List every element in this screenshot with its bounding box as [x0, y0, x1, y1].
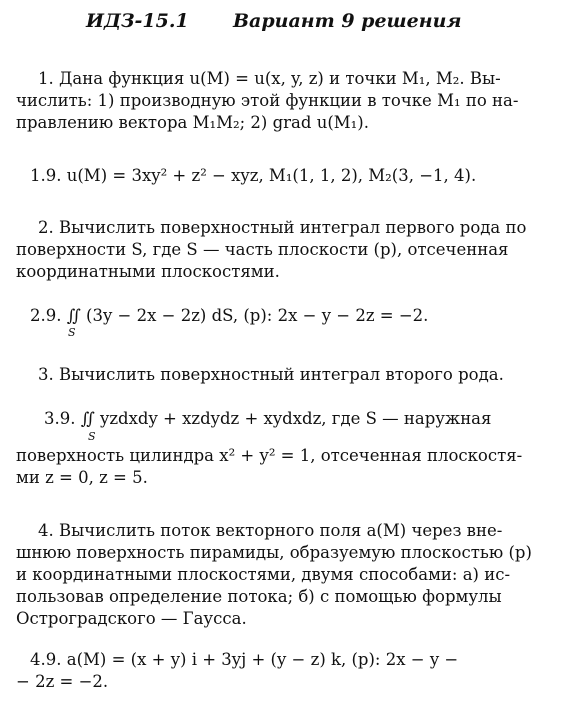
- task3-line: 3. Вычислить поверхностный интеграл второго рода.: [38, 365, 504, 384]
- task3-variant-line2: поверхность цилиндра x² + y² = 1, отсеченная плоскостя-: [16, 446, 523, 465]
- task1-line: правлению вектора M₁M₂; 2) grad u(M₁).: [16, 113, 369, 132]
- task3-integral-subscript: S: [88, 430, 96, 443]
- task2-statement: [16, 217, 546, 283]
- task2-integral-subscript: S: [68, 326, 76, 339]
- task4-line: Остроградского — Гаусса.: [16, 609, 247, 628]
- task2-variant: 2.9. ∬ (3y − 2x − 2z) dS, (p): 2x − y − 2z = −2.: [30, 306, 429, 325]
- task1-statement: [16, 68, 546, 134]
- task3-statement: [16, 364, 546, 386]
- task2-line: координатными плоскостями.: [16, 262, 280, 281]
- header-title: ИДЗ-15.1: [86, 10, 189, 32]
- task4-line: и координатными плоскостями, двумя способами: а) ис-: [16, 565, 511, 584]
- task1-line: числить: 1) производную этой функции в точке M₁ по на-: [16, 91, 519, 110]
- task4-line: пользовав определение потока; б) с помощью формулы: [16, 587, 502, 606]
- task3-variant-line3: ми z = 0, z = 5.: [16, 468, 148, 487]
- task1-line: 1. Дана функция u(M) = u(x, y, z) и точки M₁, M₂. Вы-: [38, 69, 501, 88]
- task3-variant-line1: 3.9. ∬ yzdxdy + xzdydz + xydxdz, где S — наружная: [44, 409, 492, 428]
- task4-line: 4. Вычислить поток векторного поля a(M) через вне-: [38, 521, 503, 540]
- header-variant: Вариант 9 решения: [233, 10, 462, 32]
- task4-variant-line2: − 2z = −2.: [16, 672, 109, 691]
- task4-line: шнюю поверхность пирамиды, образуемую плоскостью (p): [16, 543, 532, 562]
- task2-line: поверхности S, где S — часть плоскости (p), отсеченная: [16, 240, 509, 259]
- task2-line: 2. Вычислить поверхностный интеграл первого рода по: [38, 218, 527, 237]
- task4-variant-line1: 4.9. a(M) = (x + y) i + 3yj + (y − z) k, (p): 2x − y −: [30, 650, 459, 669]
- task4-statement: [16, 520, 546, 630]
- task1-variant: 1.9. u(M) = 3xy² + z² − xyz, M₁(1, 1, 2), M₂(3, −1, 4).: [30, 166, 477, 185]
